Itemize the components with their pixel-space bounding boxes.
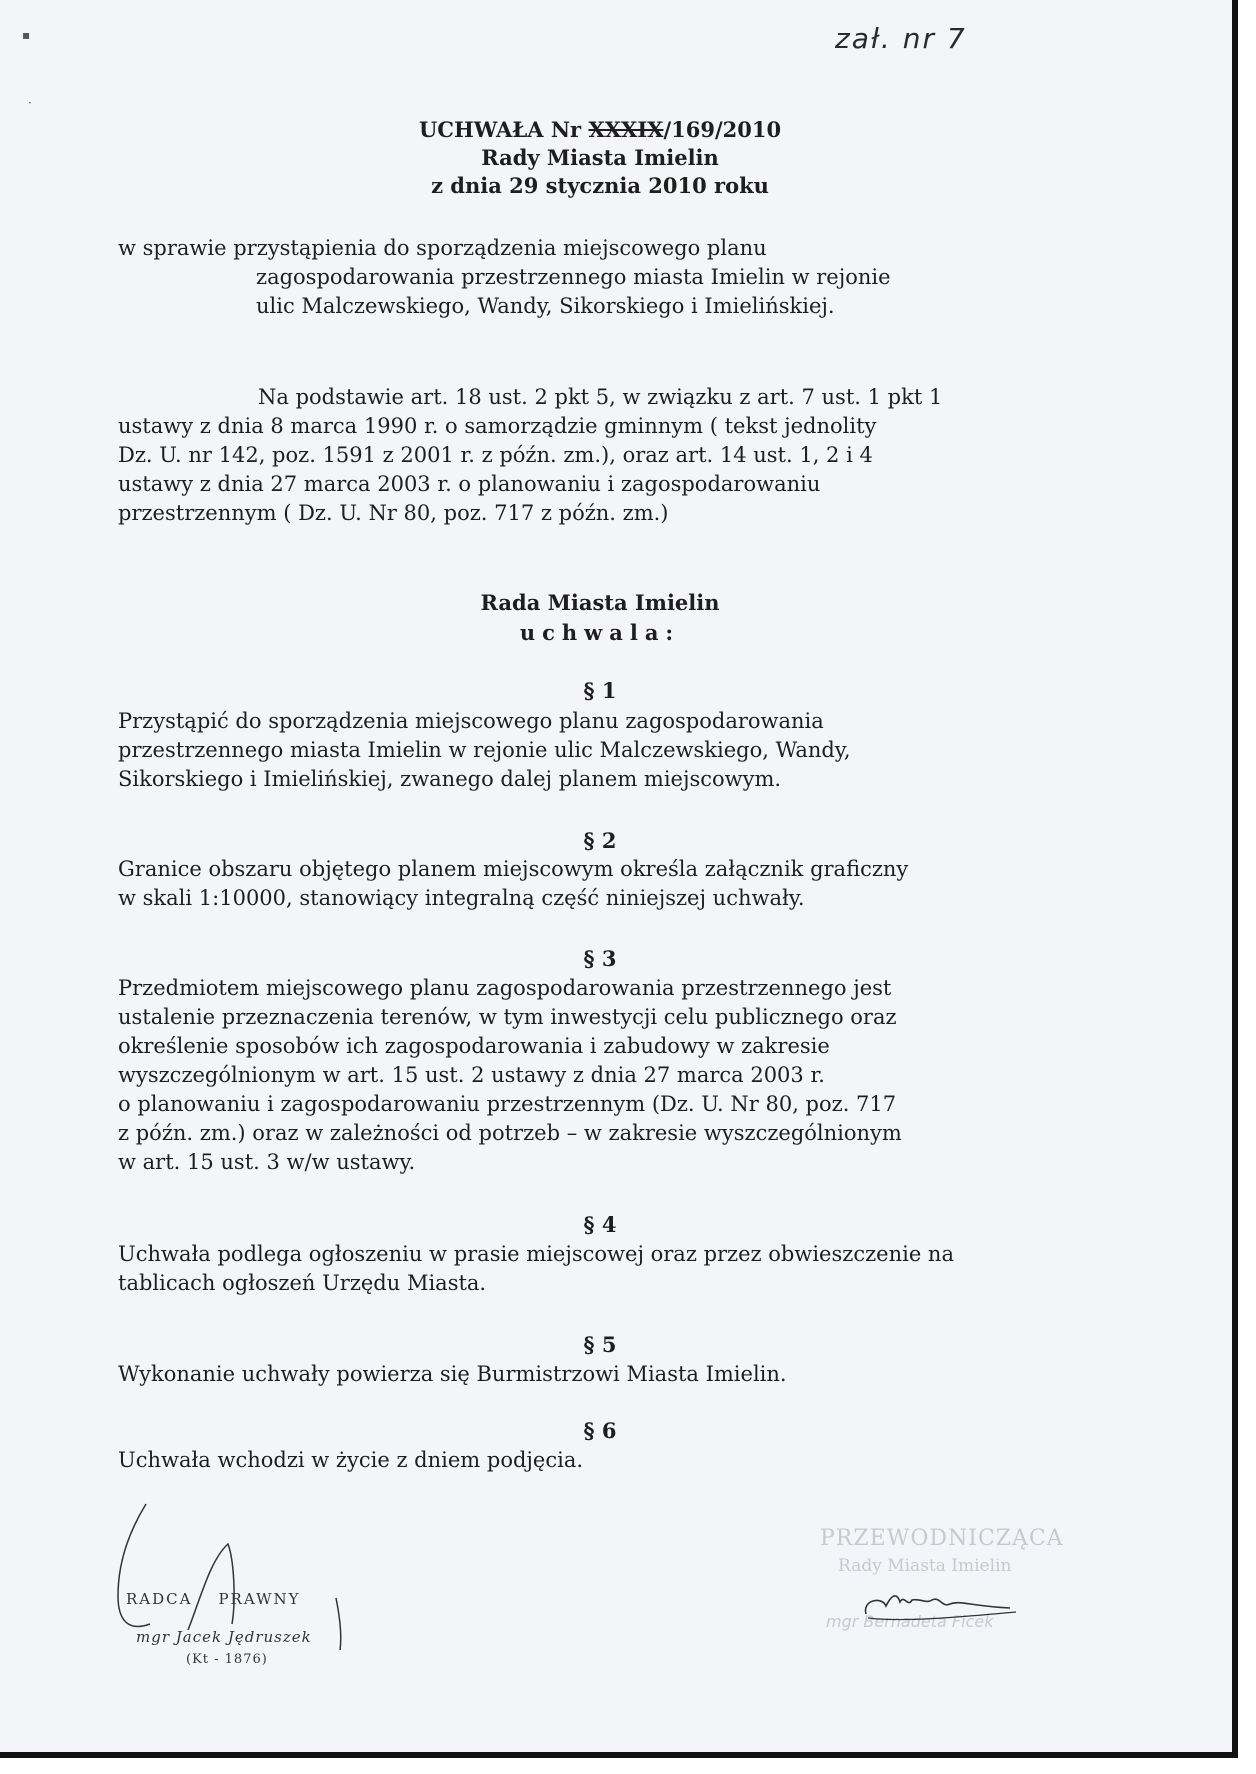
scan-mark: ▪ <box>22 28 31 42</box>
section-6-heading: § 6 <box>583 1418 617 1443</box>
council-name: Rady Miasta Imielin <box>481 145 719 170</box>
document-page: ▪ · zał. nr 7 UCHWAŁA Nr XXXIX/169/2010 Rady Miasta Imielin z dnia 29 stycznia 2010 roku w sprawie przystąpienia do sporządzenia miejscowego planu zagospodarowania przestrzennego miasta Imielin w rejonie ulic Malczewskiego, Wandy, Sikorskiego i Imielińskiej. Na podstawie art. 18 ust. 2 pkt 5, w związku z art. 7 ust. 1 pkt 1 ustawy z dnia 8 marca 1990 r. o samorządzie gminnym ( tekst jednolity Dz. U. nr 142, poz. 1591 z 2001 r. z późn. zm.), oraz art. 14 ust. 1, 2 i 4 ustawy z dnia 27 marca 2003 r. o planowaniu i zagospodarowaniu przestrzennym ( Dz. U. Nr 80, poz. 717 z późn. zm.) Rada Miasta Imielin uchwala: § 1 Przystąpić do sporządzenia miejscowego planu zagospodarowania przestrzennego miasta Imielin w rejonie ulic Malczewskiego, Wandy, Sikorskiego i Imielińskiej, zwanego dalej planem miejscowym. § 2 Granice obszaru objętego planem miejscowym określa załącznik graficzny w skali 1:10000, stanowiący integralną część niniejszej uchwały. § 3 Przedmiotem miejscowego planu zagospodarowania przestrzennego jest ustalenie przeznaczenia terenów, w tym inwestycji celu publicznego oraz określenie sposobów ich zagospodarowania i zabudowy w zakresie wyszczególnionym w art. 15 ust. 2 ustawy z dnia 27 marca 2003 r. o planowaniu i zagospodarowaniu przestrzennym (Dz. U. Nr 80, poz. 717 z późn. zm.) oraz w zależności od potrzeb – w zakresie wyszczególnionym w art. 15 ust. 3 w/w ustawy. § 4 Uchwała podlega ogłoszeniu w prasie miejscowej oraz przez obwieszczenie na tablicach ogłoszeń Urzędu Miasta. § 5 Wykonanie uchwały powierza się Burmistrzowi Miasta Imielin. § 6 Uchwała wchodzi w życie z dniem podjęcia. RADCA PRAWNY mgr Jacek Jędruszek (Kt - 1876) PRZEWODNICZĄCA Rady Miasta Imielin mgr Bernadeta Ficek <box>0 0 1238 1758</box>
section-4-heading: § 4 <box>583 1212 617 1237</box>
resolution-heading <box>0 116 1200 200</box>
stamp-title: RADCA PRAWNY <box>126 1590 301 1608</box>
section-2-heading: § 2 <box>583 828 617 853</box>
stamp-name: mgr Jacek Jędruszek <box>136 1628 312 1646</box>
stamp-number: (Kt - 1876) <box>186 1652 268 1667</box>
handwritten-note: zał. nr 7 <box>835 22 967 55</box>
signature-image <box>860 1578 1020 1628</box>
council-heading: Rada Miasta Imielin <box>480 590 720 615</box>
seal-council: Rady Miasta Imielin <box>838 1556 1012 1576</box>
section-5-heading: § 5 <box>583 1332 617 1357</box>
resolution-date: z dnia 29 stycznia 2010 roku <box>431 173 769 198</box>
section-3-heading: § 3 <box>583 946 617 971</box>
section-1-heading: § 1 <box>583 678 617 703</box>
seal-title: PRZEWODNICZĄCA <box>820 1526 1064 1551</box>
scan-mark: · <box>28 96 32 110</box>
resolution-number: UCHWAŁA Nr XXXIX/169/2010 <box>418 117 782 142</box>
seal-name: mgr Bernadeta Ficek <box>826 1612 994 1631</box>
resolves-heading: uchwala: <box>519 620 681 645</box>
